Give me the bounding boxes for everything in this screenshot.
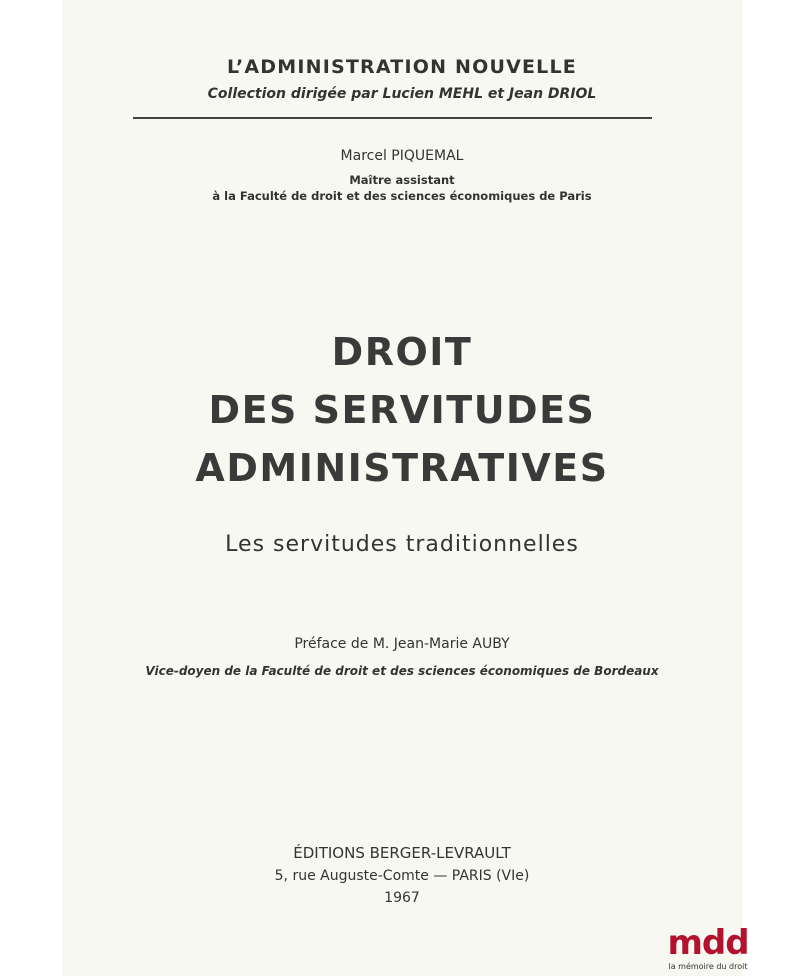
author-role bbox=[62, 172, 742, 204]
publication-year: 1967 bbox=[384, 890, 420, 906]
book-title-line3: ADMINISTRATIVES bbox=[195, 446, 609, 490]
book-subtitle: Les servitudes traditionnelles bbox=[225, 532, 579, 557]
author-name: Marcel PIQUEMAL bbox=[340, 148, 464, 164]
book-title bbox=[62, 323, 742, 497]
divider-rule bbox=[133, 117, 652, 119]
series-editors: Collection dirigée par Lucien MEHL et Jean DRIOL bbox=[207, 86, 597, 102]
logo-mark: mdd bbox=[667, 923, 749, 963]
title-page bbox=[62, 0, 742, 976]
preface-author: Préface de M. Jean-Marie AUBY bbox=[294, 636, 510, 652]
logo-tagline: la mémoire du droit bbox=[668, 962, 748, 971]
book-title-line2: DES SERVITUDES bbox=[208, 388, 596, 432]
preface-role: Vice-doyen de la Faculté de droit et des sciences économiques de Bordeaux bbox=[145, 664, 659, 678]
author-role-line2: à la Faculté de droit et des sciences économiques de Paris bbox=[212, 189, 592, 203]
publisher-name: ÉDITIONS BERGER-LEVRAULT bbox=[293, 844, 511, 862]
series-title: L’ADMINISTRATION NOUVELLE bbox=[227, 56, 577, 78]
publisher-address: 5, rue Auguste-Comte — PARIS (VIe) bbox=[274, 868, 530, 884]
mdd-logo bbox=[660, 923, 756, 972]
book-title-line1: DROIT bbox=[331, 330, 473, 374]
author-role-line1: Maître assistant bbox=[349, 173, 455, 187]
